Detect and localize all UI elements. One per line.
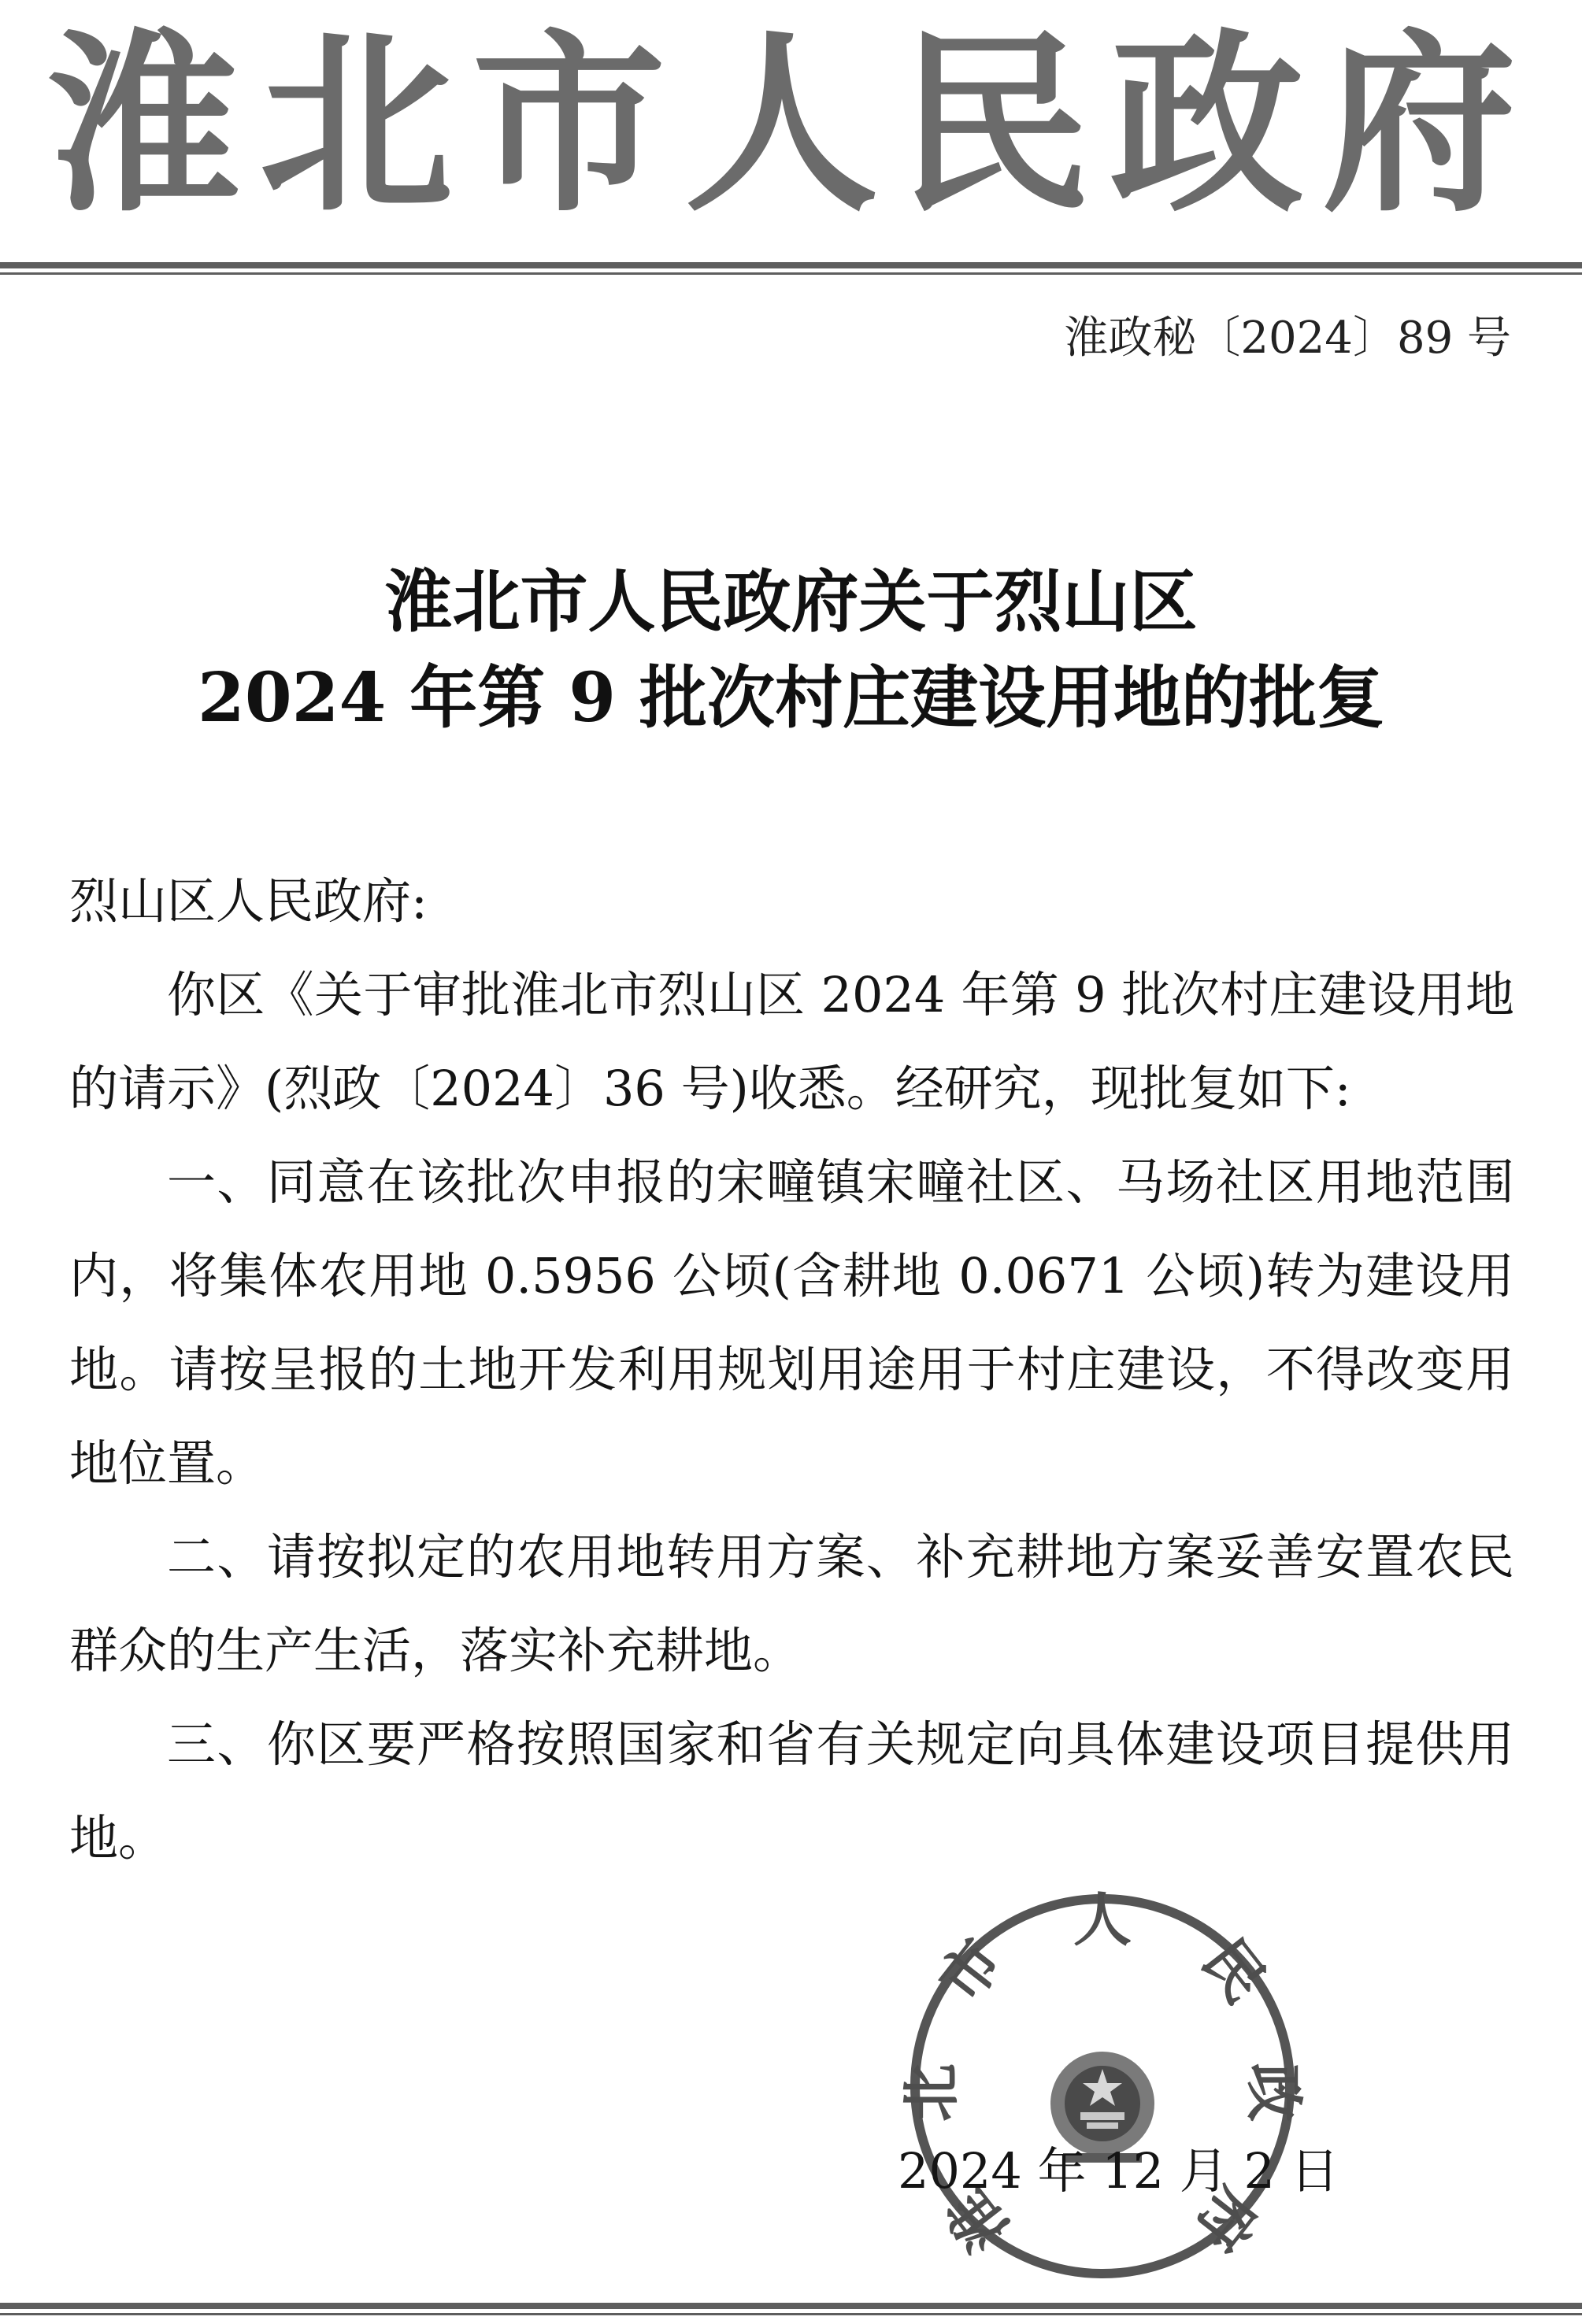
official-seal: [898, 1886, 1307, 2283]
seal-character: 市: [926, 1926, 1016, 2015]
seal-character: 民: [1189, 1926, 1279, 2015]
masthead-rule-thin: [0, 272, 1582, 275]
footer-rule-thin: [0, 2313, 1582, 2315]
document-title-line-1: 淮北市人民政府关于烈山区: [384, 562, 1198, 642]
body-paragraph: 三、你区要严格按照国家和省有关规定向具体建设项目提供用地。: [69, 1715, 1514, 1867]
masthead-title: 淮北市人民政府: [46, 13, 1536, 239]
seal-character: 淮: [933, 2175, 1023, 2264]
recipient-line: 烈山区人民政府:: [69, 872, 428, 930]
body-paragraph: 一、同意在该批次申报的宋疃镇宋疃社区、马场社区用地范围内，将集体农用地 0.5956 公顷(含耕地 0.0671 公顷)转为建设用地。请按呈报的土地开发利用规划用途用于村庄建设，不得改变用地位置。: [69, 1153, 1514, 1492]
seal-character: 人: [1073, 1886, 1132, 1954]
document-body: [69, 854, 1514, 1885]
footer-rule-thick: [0, 2303, 1582, 2309]
body-paragraph: 你区《关于审批淮北市烈山区 2024 年第 9 批次村庄建设用地的请示》(烈政〔2024〕36 号)收悉。经研究，现批复如下:: [69, 966, 1514, 1117]
body-paragraph: 二、请按拟定的农用地转用方案、补充耕地方案妥善安置农民群众的生产生活，落实补充耕地。: [69, 1528, 1514, 1679]
seal-character: 北: [898, 2063, 965, 2122]
seal-character: 政: [1239, 2063, 1307, 2122]
document-title-line-2: 2024 年第 9 批次村庄建设用地的批复: [197, 658, 1384, 738]
masthead-rule-thick: [0, 262, 1582, 268]
signature-date: 2024 年 12 月 2 日: [898, 2142, 1339, 2200]
document-number: 淮政秘〔2024〕89 号: [1064, 313, 1511, 364]
seal-character: 府: [1182, 2175, 1272, 2264]
